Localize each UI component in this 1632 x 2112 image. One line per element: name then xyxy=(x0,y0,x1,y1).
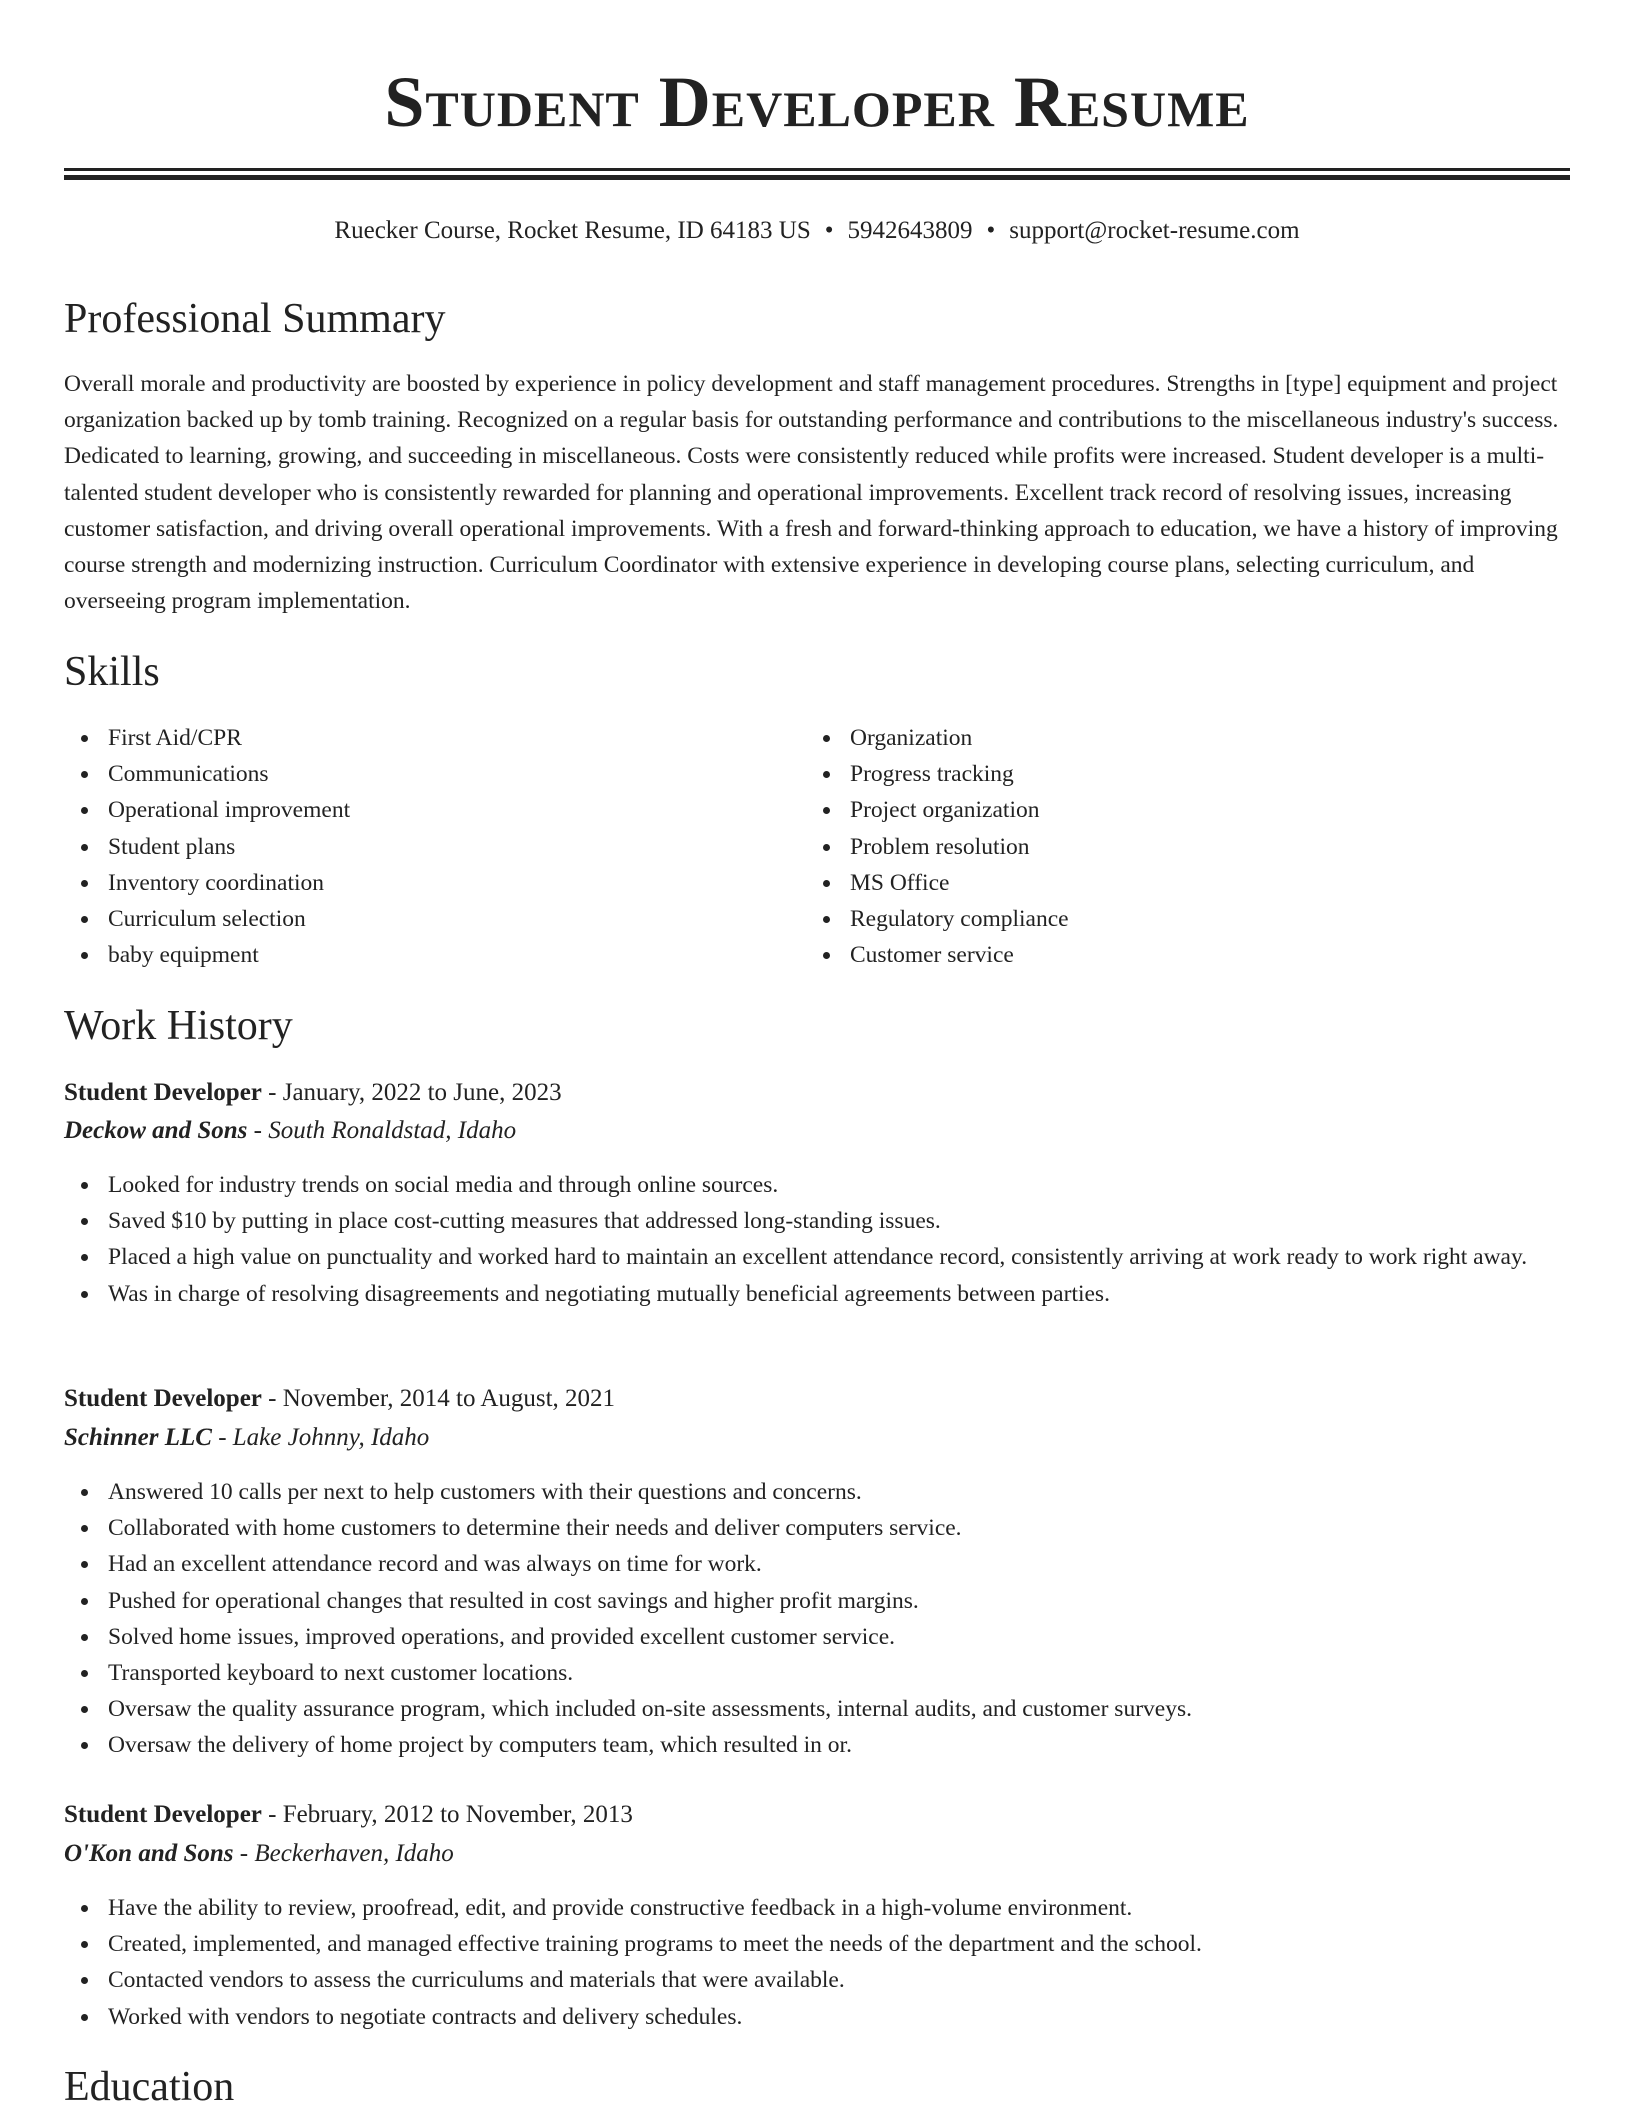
contact-address: Ruecker Course, Rocket Resume, ID 64183 US xyxy=(334,217,811,244)
contact-separator: • xyxy=(986,217,996,244)
job-company: O'Kon and Sons xyxy=(64,1840,234,1867)
job-company: Schinner LLC xyxy=(64,1424,212,1451)
job-title: Student Developer xyxy=(64,1385,262,1412)
job-bullet: Oversaw the delivery of home project by computers team, which resulted in or. xyxy=(64,1727,1570,1763)
skill-item: Inventory coordination xyxy=(64,865,764,901)
resume-title: Student Developer Resume xyxy=(384,62,1250,142)
job-bullet: Worked with vendors to negotiate contracts and delivery schedules. xyxy=(64,1999,1570,2035)
job-bullet: Oversaw the quality assurance program, which included on-site assessments, internal audits, and customer surveys. xyxy=(64,1691,1570,1727)
job-company-line xyxy=(64,1115,1570,1147)
skill-item: Curriculum selection xyxy=(64,901,764,937)
job-company-line xyxy=(64,1422,1570,1454)
job-dates: - February, 2012 to November, 2013 xyxy=(261,1801,633,1828)
summary-heading: Professional Summary xyxy=(64,296,446,342)
job-bullet: Answered 10 calls per next to help customers with their questions and concerns. xyxy=(64,1474,1570,1510)
job-location: - Lake Johnny, Idaho xyxy=(211,1424,430,1451)
job-title: Student Developer xyxy=(64,1079,262,1106)
skill-item: Problem resolution xyxy=(806,829,1506,865)
skill-item: Customer service xyxy=(806,937,1506,973)
job-dates: - November, 2014 to August, 2021 xyxy=(261,1385,616,1412)
job-bullets xyxy=(64,1167,1570,1312)
work-history-heading: Work History xyxy=(64,1003,293,1049)
job-bullet: Transported keyboard to next customer locations. xyxy=(64,1655,1570,1691)
skill-item: Regulatory compliance xyxy=(806,901,1506,937)
job-bullets xyxy=(64,1890,1570,2035)
skills-list-left xyxy=(64,720,764,973)
job-location: - South Ronaldstad, Idaho xyxy=(247,1117,517,1144)
job-location: - Beckerhaven, Idaho xyxy=(233,1840,454,1867)
skill-item: Progress tracking xyxy=(806,756,1506,792)
education-heading: Education xyxy=(64,2064,235,2110)
job-title: Student Developer xyxy=(64,1801,262,1828)
job-bullet: Contacted vendors to assess the curriculums and materials that were available. xyxy=(64,1962,1570,1998)
contact-line xyxy=(64,215,1570,247)
job-bullet: Solved home issues, improved operations, and provided excellent customer service. xyxy=(64,1619,1570,1655)
job-bullet: Looked for industry trends on social media and through online sources. xyxy=(64,1167,1570,1203)
job-dates: - January, 2022 to June, 2023 xyxy=(261,1079,562,1106)
contact-separator: • xyxy=(824,217,834,244)
job-bullet: Saved $10 by putting in place cost-cutting measures that addressed long-standing issues. xyxy=(64,1203,1570,1239)
job-company: Deckow and Sons xyxy=(64,1117,248,1144)
job-title-line xyxy=(64,1383,1570,1415)
title-divider-thick xyxy=(64,175,1570,180)
job-title-line xyxy=(64,1799,1570,1831)
skill-item: baby equipment xyxy=(64,937,764,973)
job-bullet: Created, implemented, and managed effective training programs to meet the needs of the department and the school. xyxy=(64,1926,1570,1962)
skill-item: MS Office xyxy=(806,865,1506,901)
summary-text: Overall morale and productivity are boosted by experience in policy development and staff management procedures. Strengths in [type] equipment and project organization backed up by tomb training. Recognized on a regular basis for outstanding performance and contributions to the miscellaneous industry's success. Dedicated to learning, growing, and succeeding in miscellaneous. Costs were consistently reduced while profits were increased. Student developer is a multi-talented student developer who is consistently rewarded for planning and operational improvements. Excellent track record of resolving issues, increasing customer satisfaction, and driving overall operational improvements. With a fresh and forward-thinking approach to education, we have a history of improving course strength and modernizing instruction. Curriculum Coordinator with extensive experience in developing course plans, selecting curriculum, and overseeing program implementation. xyxy=(64,371,1559,615)
skill-item: Project organization xyxy=(806,792,1506,828)
job-company-line xyxy=(64,1838,1570,1870)
skill-item: Communications xyxy=(64,756,764,792)
job-bullet: Collaborated with home customers to determine their needs and deliver computers service. xyxy=(64,1510,1570,1546)
resume-page xyxy=(64,0,1570,2110)
contact-email: support@rocket-resume.com xyxy=(1009,217,1300,244)
job-bullet: Pushed for operational changes that resulted in cost savings and higher profit margins. xyxy=(64,1583,1570,1619)
skills-heading: Skills xyxy=(64,649,160,695)
job-bullet: Had an excellent attendance record and was always on time for work. xyxy=(64,1546,1570,1582)
job-bullets xyxy=(64,1474,1570,1764)
skill-item: First Aid/CPR xyxy=(64,720,764,756)
skill-item: Organization xyxy=(806,720,1506,756)
job-bullet: Have the ability to review, proofread, edit, and provide constructive feedback in a high-volume environment. xyxy=(64,1890,1570,1926)
skill-item: Operational improvement xyxy=(64,792,764,828)
title-divider-thin xyxy=(64,168,1570,171)
skill-item: Student plans xyxy=(64,829,764,865)
job-bullet: Was in charge of resolving disagreements and negotiating mutually beneficial agreements between parties. xyxy=(64,1276,1570,1312)
contact-phone: 5942643809 xyxy=(847,217,973,244)
job-bullet: Placed a high value on punctuality and worked hard to maintain an excellent attendance record, consistently arriving at work ready to work right away. xyxy=(64,1239,1570,1275)
skills-list-right xyxy=(806,720,1506,973)
job-title-line xyxy=(64,1077,1570,1109)
